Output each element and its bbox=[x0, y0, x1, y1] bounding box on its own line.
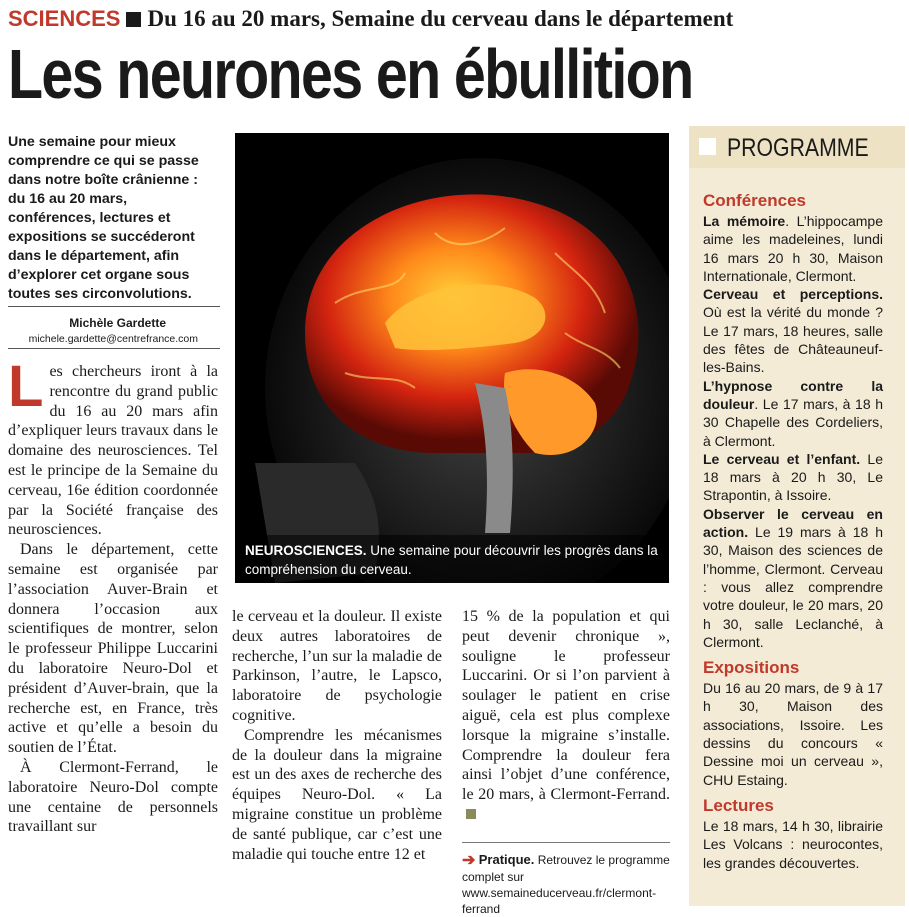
body-paragraph: es chercheurs iront à la rencontre du grand public du 16 au 20 mars afin d’expliquer leurs travaux dans le domaine des neurosciences. Tel est le principe de la Semaine du cerveau, 16e édition coordonnée par la Société française des neurosciences. bbox=[8, 363, 218, 539]
drop-cap: L bbox=[8, 362, 44, 419]
photo-caption bbox=[235, 535, 669, 583]
square-bullet-icon bbox=[699, 138, 716, 155]
item-title: Cerveau et perceptions. bbox=[703, 286, 883, 303]
brain-scan-image bbox=[235, 133, 669, 583]
item-text: Le 18 mars à 20 h 30, Le Strapontin, à Issoire. bbox=[703, 450, 883, 504]
author-name: Michèle Gardette bbox=[69, 316, 166, 330]
square-bullet-icon bbox=[126, 12, 141, 27]
item-title: Le cerveau et l’enfant. bbox=[703, 450, 861, 467]
section-heading: Lectures bbox=[703, 795, 774, 815]
body-column-3 bbox=[462, 607, 670, 825]
kicker-subtitle: Du 16 au 20 mars, Semaine du cerveau dans le département bbox=[147, 6, 734, 31]
body-paragraph bbox=[462, 607, 670, 825]
body-column-2 bbox=[232, 607, 442, 910]
body-paragraph: le cerveau et la douleur. Il existe deux autres laboratoires de recherche, l’un sur la maladie de Parkinson, l’autre, le Lapsco, laboratoire de psychologie cognitive. bbox=[232, 608, 442, 724]
pratique-label: Pratique. bbox=[478, 852, 535, 867]
body-paragraph: Dans le département, cette semaine est organisée par l’association Auver-Brain et donnera l’occasion aux scientifiques de montrer, selon le professeur Philippe Luccarini du laboratoire Neuro-Dol et président d’Auver-brain, que la recherche est, en France, très active et qu’elle a besoin du soutien de l’État. bbox=[8, 541, 218, 757]
pratique-box bbox=[462, 852, 670, 917]
programme-item: Du 16 au 20 mars, de 9 à 17 h 30, Maison des associations, Issoire. Les dessins du concours « Dessine moi un cerveau », CHU Estaing. bbox=[703, 680, 883, 788]
headline: Les neurones en ébullition bbox=[8, 35, 693, 113]
programme-item: Le 18 mars, 14 h 30, librairie Les Volcans : neurocontes, les grandes découvertes. bbox=[703, 817, 883, 871]
body-paragraph: À Clermont-Ferrand, le laboratoire Neuro-Dol compte une centaine de personnels travaillant sur bbox=[8, 758, 218, 836]
section-label: SCIENCES bbox=[8, 6, 121, 31]
item-text: Où est la vérité du monde ? Le 17 mars, 18 heures, salle des fêtes de Châteauneuf-les-Bains. bbox=[703, 304, 883, 376]
programme-body bbox=[703, 184, 883, 872]
programme-item bbox=[703, 377, 883, 450]
item-text: . Le 17 mars, à 18 h 30 Chapelle des Cordeliers, à Clermont. bbox=[703, 395, 883, 449]
brain-mri-photo bbox=[235, 133, 669, 583]
section-heading: Expositions bbox=[703, 658, 800, 678]
intro-lede: Une semaine pour mieux comprendre ce qui se passe dans notre boîte crânienne : du 16 au 20 mars, conférences, lectures et expositions se succéderont dans le département, afin d’explorer cet organe sous toutes ses circonvolutions. bbox=[8, 134, 199, 302]
body-paragraph-text: 15 % de la population et qui peut devenir chronique », souligne le professeur Luccarini. Or si l’on parvient à soulager le patient en crise aiguë, cela est plus complexe lorsque la migraine s’installe. Comprendre la douleur fera ainsi l’objet d’une conférence, le 20 mars, à Clermont-Ferrand. bbox=[462, 608, 670, 804]
programme-item bbox=[703, 285, 883, 376]
item-text: Le 19 mars à 18 h 30, Maison des sciences de l’homme, Clermont. Cerveau : vous allez comprendre votre douleur, le 20 mars, 20 h 30, salle Leclanché, à Clermont. bbox=[703, 524, 883, 650]
item-title: Observer le cerveau en action. bbox=[703, 505, 883, 541]
caption-text: Une semaine pour découvrir les progrès dans la compréhension du cerveau. bbox=[245, 543, 658, 577]
item-title: La mémoire bbox=[703, 213, 786, 229]
programme-item bbox=[703, 505, 883, 651]
programme-item bbox=[703, 450, 883, 505]
pratique-text: Retrouvez le programme complet sur www.semaineducerveau.fr/clermont-ferrand bbox=[462, 853, 670, 916]
divider bbox=[8, 348, 220, 349]
divider bbox=[462, 842, 670, 843]
divider bbox=[8, 306, 220, 307]
author-email: michele.gardette@centrefrance.com bbox=[28, 333, 198, 345]
caption-label: NEUROSCIENCES. bbox=[245, 543, 367, 558]
arrow-right-icon: ➔ bbox=[462, 852, 476, 869]
body-paragraph: Comprendre les mécanismes de la douleur dans la migraine est un des axes de recherche des équipes Neuro-Dol. « La migraine constitue un problème de santé publique, car c’est une maladie qui touche entre 12 et bbox=[232, 726, 442, 863]
item-text: . L’hippocampe aime les madeleines, lundi 16 mars 20 h 30, Maison Internationale, Clermont. bbox=[703, 213, 883, 284]
body-column-1 bbox=[8, 362, 218, 910]
programme-title: PROGRAMME bbox=[727, 134, 869, 162]
kicker bbox=[8, 4, 733, 34]
end-mark-icon bbox=[466, 809, 476, 819]
programme-item bbox=[703, 212, 883, 285]
item-title: L’hypnose contre la douleur bbox=[703, 377, 883, 412]
section-heading: Conférences bbox=[703, 191, 806, 210]
